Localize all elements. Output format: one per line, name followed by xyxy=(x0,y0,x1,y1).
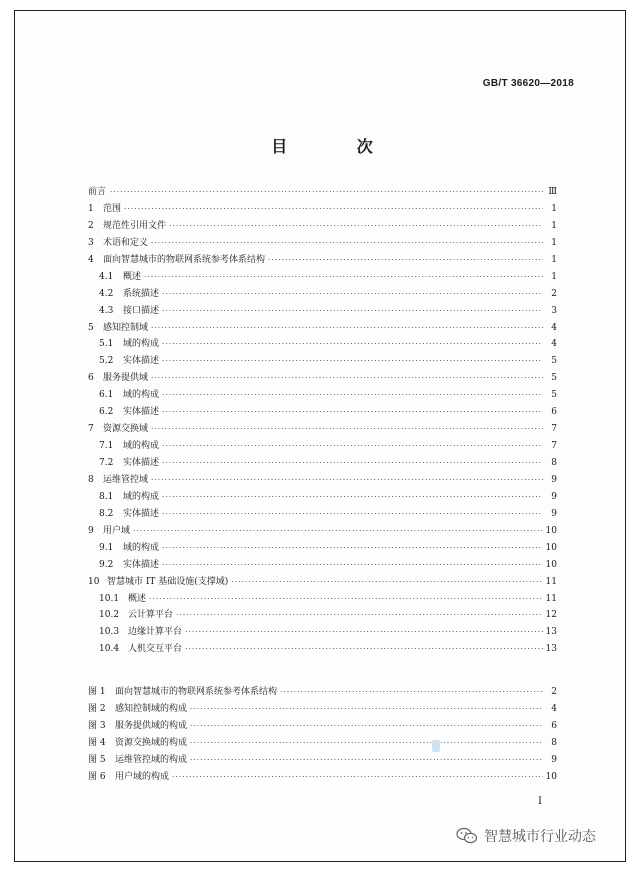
entry-number: 前言 xyxy=(88,187,107,197)
dot-leader xyxy=(151,421,543,438)
entry-page-number: 6 xyxy=(551,720,557,731)
toc-title: 目 次 xyxy=(271,137,405,156)
entry-page-number: 7 xyxy=(551,424,557,435)
entry-number: 3 xyxy=(88,237,94,248)
entry-label: 用户域 xyxy=(103,525,131,536)
entry-label: 资源交换域的构成 xyxy=(115,737,188,748)
entry-page-number: 1 xyxy=(551,237,557,248)
entry-number: 10.2 xyxy=(99,610,120,621)
dot-leader xyxy=(231,574,543,591)
entry-label: 面向智慧城市的物联网系统参考体系结构 xyxy=(103,254,266,265)
entry-page-number: 2 xyxy=(551,687,557,697)
entry-number: 4.3 xyxy=(99,305,114,316)
wechat-icon xyxy=(456,827,478,845)
entry-page-number: 9 xyxy=(551,754,557,765)
scan-artifact xyxy=(432,740,440,752)
entry-label: 接口描述 xyxy=(123,305,160,316)
entry-label: 运维管控域的构成 xyxy=(115,754,188,765)
entry-page-number: 1 xyxy=(551,271,557,282)
entry-page-number: 9 xyxy=(551,474,557,485)
toc-entry[interactable] xyxy=(88,591,557,608)
dot-leader xyxy=(144,269,543,286)
toc-figure-entry[interactable] xyxy=(88,684,557,701)
entry-number: 图 5 xyxy=(88,754,106,765)
dot-leader xyxy=(162,404,543,421)
entry-page-number: 8 xyxy=(551,737,557,748)
entry-label: 概述 xyxy=(128,593,147,604)
toc-entry[interactable] xyxy=(88,320,557,337)
entry-number: 7.2 xyxy=(99,458,114,468)
entry-page-number: 11 xyxy=(545,593,557,604)
entry-page-number: 3 xyxy=(551,305,557,316)
entry-number: 5 xyxy=(88,322,94,333)
entry-number: 10.3 xyxy=(99,627,120,638)
entry-number: 4.2 xyxy=(99,288,114,299)
dot-leader xyxy=(151,320,543,337)
dot-leader xyxy=(185,624,543,641)
entry-page-number: 10 xyxy=(545,771,557,782)
entry-label: 域的构成 xyxy=(123,542,160,553)
dot-leader xyxy=(268,252,543,269)
toc-entry[interactable] xyxy=(88,336,557,353)
entry-label: 规范性引用文件 xyxy=(103,220,167,231)
entry-number: 图 3 xyxy=(88,720,106,731)
dot-leader xyxy=(162,286,543,303)
entry-page-number: 10 xyxy=(545,542,557,553)
entry-label: 人机交互平台 xyxy=(128,644,183,655)
dot-leader xyxy=(110,184,543,201)
dot-leader xyxy=(185,641,543,658)
entry-label: 范围 xyxy=(103,203,122,214)
toc-figure-entry[interactable] xyxy=(88,769,557,786)
dot-leader xyxy=(169,218,543,235)
toc-entry[interactable] xyxy=(88,607,557,624)
dot-leader xyxy=(162,489,543,506)
toc-entry[interactable] xyxy=(88,218,557,235)
dot-leader xyxy=(149,591,543,608)
toc-entry[interactable] xyxy=(88,404,557,421)
toc-figure-entry[interactable] xyxy=(88,718,557,735)
entry-number: 6.1 xyxy=(99,390,114,401)
entry-label: 面向智慧城市的物联网系统参考体系结构 xyxy=(115,687,278,697)
dot-leader xyxy=(172,769,543,786)
dot-leader xyxy=(162,387,543,404)
watermark xyxy=(456,826,596,846)
toc-entry[interactable] xyxy=(88,370,557,387)
toc-figure-list xyxy=(88,684,557,786)
entry-label: 服务提供域的构成 xyxy=(115,720,188,731)
entry-page-number: 5 xyxy=(551,356,557,367)
toc-entry[interactable] xyxy=(88,353,557,370)
dot-leader xyxy=(162,303,543,320)
entry-number: 6.2 xyxy=(99,407,114,418)
entry-number: 7 xyxy=(88,424,94,435)
entry-number: 1 xyxy=(88,203,94,214)
entry-label: 实体描述 xyxy=(123,407,160,418)
entry-page-number: 8 xyxy=(551,458,557,468)
entry-label: 域的构成 xyxy=(123,491,160,502)
entry-number: 10.4 xyxy=(99,644,120,655)
entry-page-number: 1 xyxy=(551,220,557,231)
entry-label: 域的构成 xyxy=(123,441,160,452)
toc-entry[interactable] xyxy=(88,184,557,201)
entry-label: 域的构成 xyxy=(123,390,160,401)
dot-leader xyxy=(190,735,543,752)
standard-number: GB/T 36620—2018 xyxy=(482,78,574,89)
toc-figure-entry[interactable] xyxy=(88,735,557,752)
entry-number: 4 xyxy=(88,254,94,265)
toc-figure-entry[interactable] xyxy=(88,752,557,769)
entry-number: 5.1 xyxy=(99,339,114,350)
entry-page-number: 6 xyxy=(551,407,557,418)
entry-page-number: 9 xyxy=(551,491,557,502)
dot-leader xyxy=(162,540,543,557)
entry-page-number: 13 xyxy=(545,627,557,638)
toc-entry[interactable] xyxy=(88,387,557,404)
entry-label: 域的构成 xyxy=(123,339,160,350)
toc-entry[interactable] xyxy=(88,252,557,269)
entry-number: 9.1 xyxy=(99,542,114,553)
entry-page-number: 2 xyxy=(551,288,557,299)
entry-number: 4.1 xyxy=(99,271,114,282)
entry-number: 10.1 xyxy=(99,593,120,604)
toc-entry[interactable] xyxy=(88,438,557,455)
dot-leader xyxy=(133,523,543,540)
entry-label: 服务提供域 xyxy=(103,373,149,384)
entry-label: 术语和定义 xyxy=(103,237,149,248)
toc-entry[interactable] xyxy=(88,557,557,574)
entry-page-number: 10 xyxy=(545,525,557,536)
entry-page-number: 10 xyxy=(545,559,557,570)
toc-entry[interactable] xyxy=(88,235,557,252)
entry-number: 2 xyxy=(88,220,94,231)
entry-label: 实体描述 xyxy=(123,559,160,570)
toc-entry[interactable] xyxy=(88,421,557,438)
dot-leader xyxy=(162,336,543,353)
entry-number: 8.2 xyxy=(99,508,114,519)
dot-leader xyxy=(162,438,543,455)
entry-label: 资源交换域 xyxy=(103,424,149,435)
toc-entry[interactable] xyxy=(88,455,557,472)
entry-label: 云计算平台 xyxy=(128,610,174,621)
entry-number: 图 6 xyxy=(88,771,106,782)
dot-leader xyxy=(162,353,543,370)
entry-label: 运维管控域 xyxy=(103,474,149,485)
dot-leader xyxy=(124,201,543,218)
entry-page-number: 4 xyxy=(551,322,557,333)
page-folio: I xyxy=(538,796,542,807)
toc-entry[interactable] xyxy=(88,574,557,591)
entry-number: 图 1 xyxy=(88,687,106,697)
dot-leader xyxy=(190,701,543,718)
entry-page-number: 7 xyxy=(551,441,557,452)
entry-label: 智慧城市 IT 基础设施(支撑域) xyxy=(107,576,229,587)
entry-number: 8.1 xyxy=(99,491,114,502)
toc-entry[interactable] xyxy=(88,540,557,557)
entry-label: 边缘计算平台 xyxy=(128,627,183,638)
toc-section-list xyxy=(88,184,557,658)
entry-label: 感知控制域 xyxy=(103,322,149,333)
dot-leader xyxy=(162,506,543,523)
entry-number: 图 4 xyxy=(88,737,106,748)
toc-figure-entry[interactable] xyxy=(88,701,557,718)
entry-number: 5.2 xyxy=(99,356,114,367)
toc-entry[interactable] xyxy=(88,201,557,218)
entry-page-number: 4 xyxy=(551,703,557,714)
entry-page-number: 4 xyxy=(551,339,557,350)
entry-label: 用户域的构成 xyxy=(115,771,170,782)
entry-label: 实体描述 xyxy=(123,458,160,468)
entry-page-number: 13 xyxy=(545,644,557,655)
toc-entry[interactable] xyxy=(88,523,557,540)
dot-leader xyxy=(280,684,543,701)
entry-label: 实体描述 xyxy=(123,508,160,519)
entry-number: 6 xyxy=(88,373,94,384)
entry-page-number: 12 xyxy=(545,610,557,621)
watermark-text: 智慧城市行业动态 xyxy=(484,829,596,845)
entry-page-number: 11 xyxy=(545,576,557,587)
toc-entry[interactable] xyxy=(88,624,557,641)
dot-leader xyxy=(190,752,543,769)
entry-label: 系统描述 xyxy=(123,288,160,299)
entry-number: 图 2 xyxy=(88,703,106,714)
entry-page-number: Ⅲ xyxy=(548,187,557,197)
entry-label: 感知控制域的构成 xyxy=(115,703,188,714)
entry-page-number: 1 xyxy=(551,203,557,214)
toc-entry[interactable] xyxy=(88,506,557,523)
entry-page-number: 9 xyxy=(551,508,557,519)
entry-page-number: 5 xyxy=(551,373,557,384)
entry-label: 实体描述 xyxy=(123,356,160,367)
toc-entry[interactable] xyxy=(88,489,557,506)
toc-entry[interactable] xyxy=(88,286,557,303)
toc-entry[interactable] xyxy=(88,303,557,320)
dot-leader xyxy=(151,472,543,489)
toc-entry[interactable] xyxy=(88,472,557,489)
entry-number: 9.2 xyxy=(99,559,114,570)
entry-number: 10 xyxy=(88,576,100,587)
entry-number: 7.1 xyxy=(99,441,114,452)
toc-entry[interactable] xyxy=(88,641,557,658)
entry-page-number: 1 xyxy=(551,254,557,265)
dot-leader xyxy=(190,718,543,735)
dot-leader xyxy=(162,455,543,472)
entry-page-number: 5 xyxy=(551,390,557,401)
entry-number: 9 xyxy=(88,525,94,536)
dot-leader xyxy=(151,370,543,387)
dot-leader xyxy=(162,557,543,574)
dot-leader xyxy=(151,235,543,252)
toc-entry[interactable] xyxy=(88,269,557,286)
entry-number: 8 xyxy=(88,474,94,485)
dot-leader xyxy=(176,607,543,624)
entry-label: 概述 xyxy=(123,271,142,282)
